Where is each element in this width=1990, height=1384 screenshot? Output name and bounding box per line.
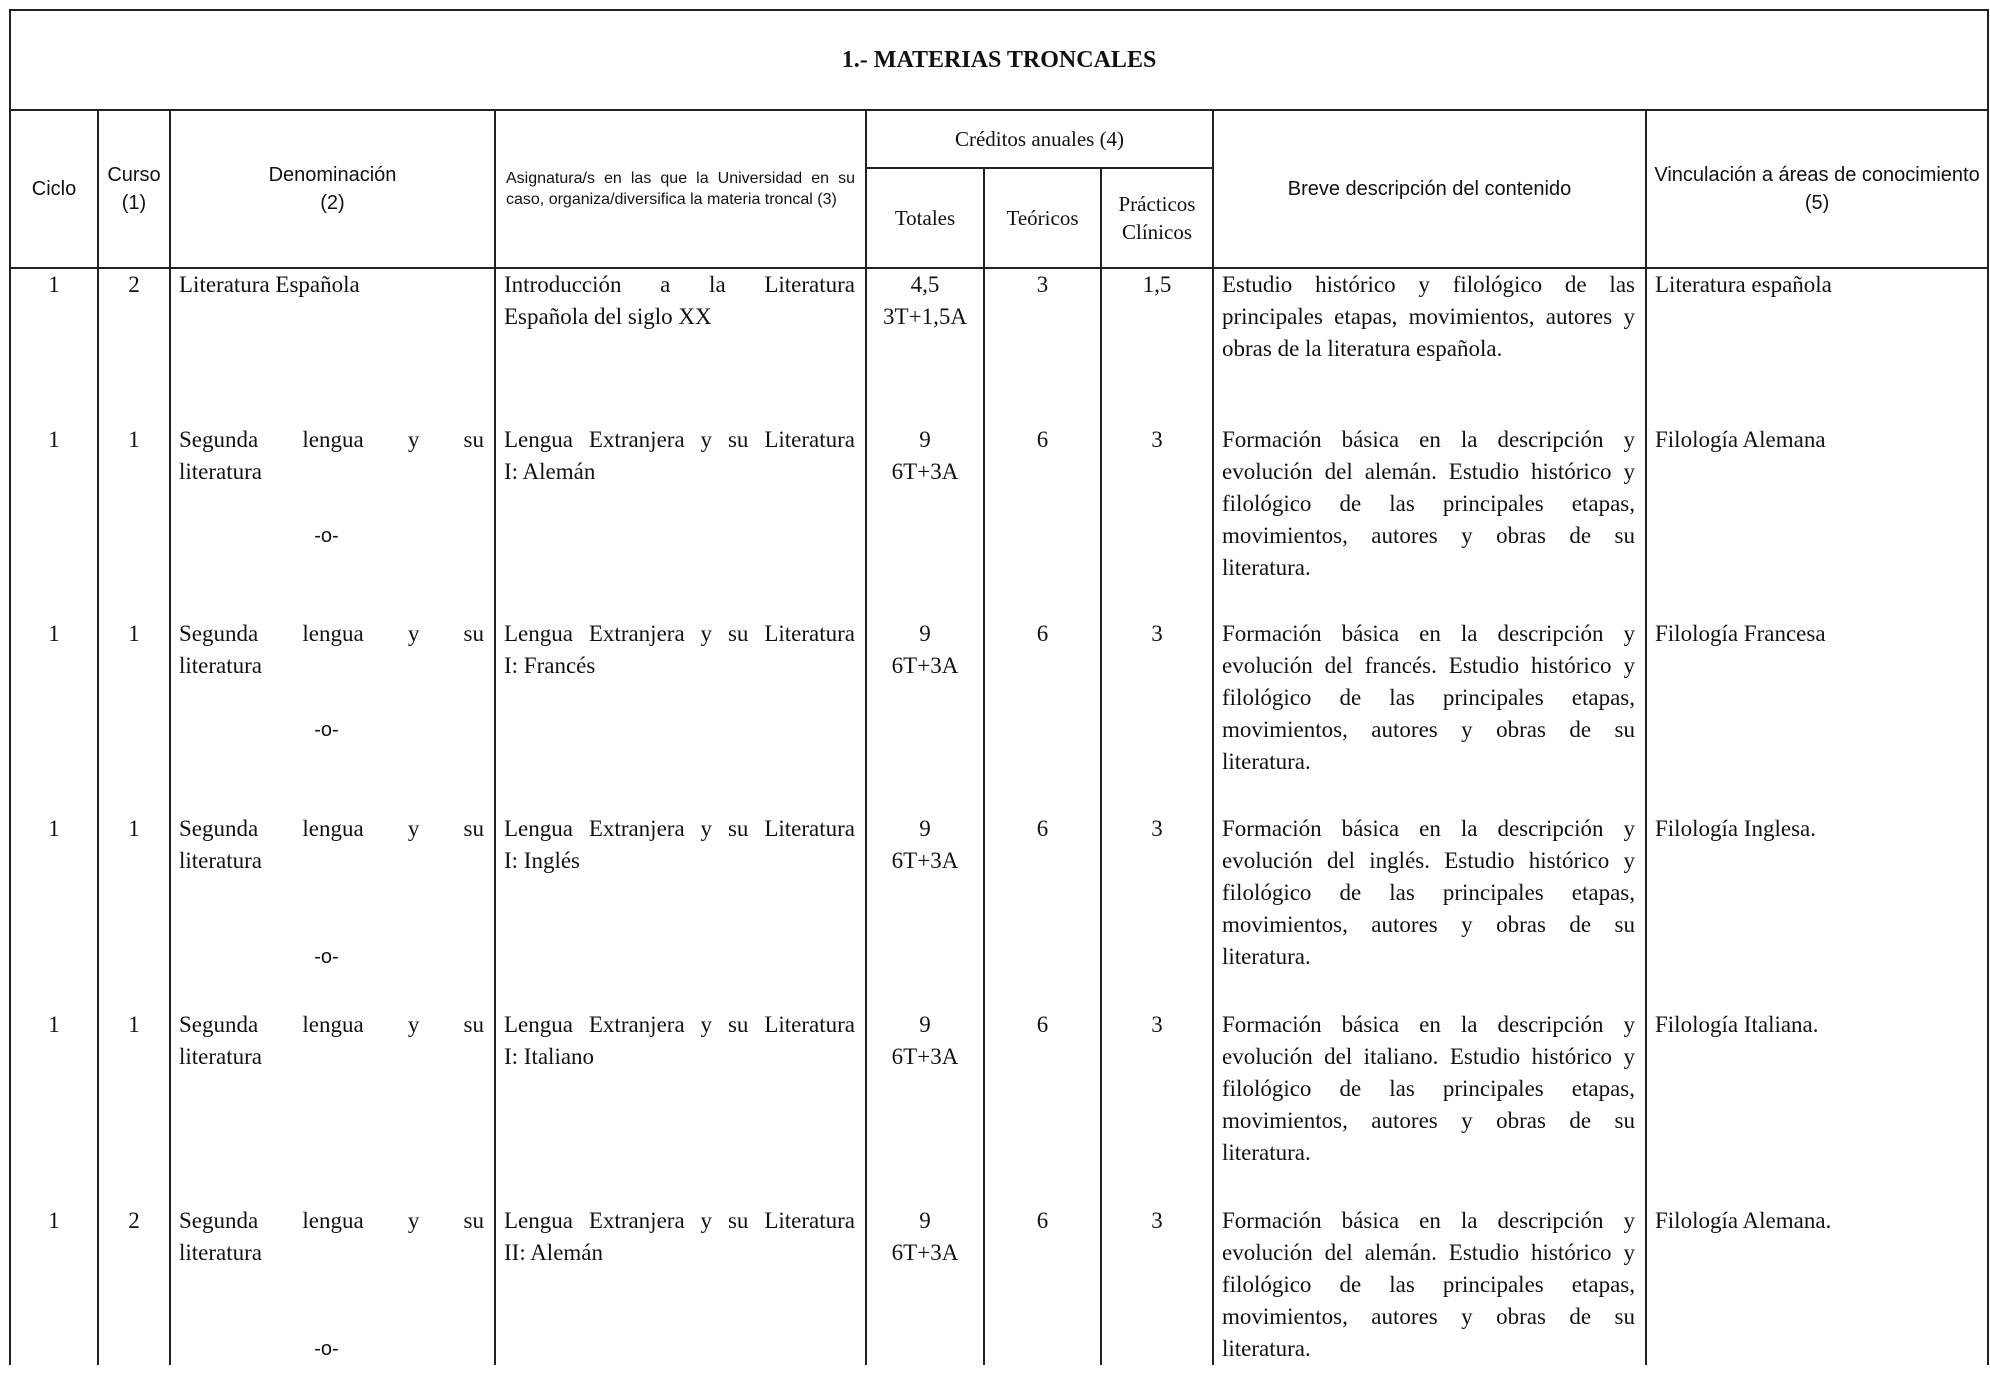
header-curso-note: (1) — [121, 192, 147, 214]
asignatura-line-2: Española del siglo XX — [504, 304, 712, 329]
totales-value: 9 — [919, 427, 931, 452]
totales-detail: 6T+3A — [891, 1044, 959, 1069]
cell-vinculacion: Filología Alemana. — [1646, 1205, 1988, 1365]
denominacion-separator: -o- — [314, 1338, 339, 1360]
totales-value: 9 — [919, 1208, 931, 1233]
table-row — [10, 813, 1988, 1009]
cell-curso: 1 — [98, 1009, 170, 1205]
totales-detail: 6T+3A — [891, 459, 959, 484]
denominacion-line-2: literatura — [179, 1044, 263, 1069]
table-row — [10, 1205, 1988, 1365]
cell-vinculacion: Literatura española — [1646, 268, 1988, 424]
asignatura-line-1: Lengua Extranjera y su Literatura — [504, 621, 855, 646]
cell-teoricos: 6 — [984, 618, 1101, 813]
header-denominacion-label: Denominación — [268, 164, 397, 186]
cell-curso: 1 — [98, 618, 170, 813]
header-teoricos: Teóricos — [984, 168, 1101, 268]
table-row — [10, 268, 1988, 424]
cell-vinculacion: Filología Alemana — [1646, 424, 1988, 618]
cell-totales — [866, 618, 984, 813]
cell-curso: 1 — [98, 813, 170, 1009]
cell-totales — [866, 424, 984, 618]
table-title: 1.- MATERIAS TRONCALES — [10, 10, 1988, 110]
header-creditos-anuales: Créditos anuales (4) — [866, 110, 1213, 168]
cell-totales — [866, 268, 984, 424]
asignatura-line-1: Lengua Extranjera y su Literatura — [504, 816, 855, 841]
header-totales: Totales — [866, 168, 984, 268]
asignatura-line-2: I: Italiano — [504, 1044, 595, 1069]
asignatura-line-1: Introducción a la Literatura — [504, 272, 855, 297]
cell-practicos: 3 — [1101, 813, 1213, 1009]
cell-totales — [866, 1205, 984, 1365]
table-row — [10, 1009, 1988, 1205]
cell-curso: 2 — [98, 1205, 170, 1365]
cell-asignatura — [495, 424, 866, 618]
header-ciclo: Ciclo — [10, 110, 98, 268]
header-curso — [98, 110, 170, 268]
cell-denominacion — [170, 268, 495, 424]
denominacion-line-1: Segunda lengua y su — [179, 621, 484, 646]
totales-detail: 6T+3A — [891, 653, 959, 678]
totales-detail: 6T+3A — [891, 848, 959, 873]
header-denominacion-note: (2) — [320, 192, 345, 214]
cell-totales — [866, 1009, 984, 1205]
cell-asignatura — [495, 813, 866, 1009]
asignatura-line-2: I: Alemán — [504, 459, 596, 484]
cell-practicos: 3 — [1101, 424, 1213, 618]
cell-practicos: 3 — [1101, 618, 1213, 813]
denominacion-separator: -o- — [314, 946, 339, 968]
cell-ciclo: 1 — [10, 618, 98, 813]
cell-descripcion: Formación básica en la descripción y evolución del alemán. Estudio histórico y filológico de las principales etapas, movimientos, autores y obras de su literatura. — [1213, 1205, 1646, 1365]
denominacion-line-2: literatura — [179, 459, 263, 484]
totales-value: 9 — [919, 816, 931, 841]
cell-asignatura — [495, 268, 866, 424]
cell-practicos: 3 — [1101, 1205, 1213, 1365]
cell-asignatura — [495, 1009, 866, 1205]
asignatura-line-2: I: Francés — [504, 653, 596, 678]
cell-teoricos: 6 — [984, 424, 1101, 618]
asignatura-line-1: Lengua Extranjera y su Literatura — [504, 1208, 855, 1233]
asignatura-line-1: Lengua Extranjera y su Literatura — [504, 427, 855, 452]
asignatura-line-2: II: Alemán — [504, 1240, 603, 1265]
header-curso-label: Curso — [107, 164, 161, 186]
cell-denominacion — [170, 1205, 495, 1365]
cell-descripcion: Formación básica en la descripción y evolución del inglés. Estudio histórico y filológico de las principales etapas, movimientos, autores y obras de su literatura. — [1213, 813, 1646, 1009]
totales-detail: 6T+3A — [891, 1240, 959, 1265]
cell-teoricos: 6 — [984, 1009, 1101, 1205]
cell-teoricos: 6 — [984, 813, 1101, 1009]
table-row — [10, 618, 1988, 813]
totales-value: 4,5 — [910, 272, 940, 297]
header-descripcion: Breve descripción del contenido — [1213, 110, 1646, 268]
header-asignatura: Asignatura/s en las que la Universidad en su caso, organiza/diversifica la materia troncal (3) — [495, 110, 866, 268]
denominacion-line-2: literatura — [179, 1240, 263, 1265]
cell-curso: 2 — [98, 268, 170, 424]
asignatura-line-1: Lengua Extranjera y su Literatura — [504, 1012, 855, 1037]
cell-asignatura — [495, 618, 866, 813]
denominacion-line-1: Segunda lengua y su — [179, 427, 484, 452]
cell-curso: 1 — [98, 424, 170, 618]
totales-detail: 3T+1,5A — [883, 304, 967, 329]
cell-denominacion — [170, 424, 495, 618]
denominacion-line-1: Segunda lengua y su — [179, 816, 484, 841]
cell-descripcion: Formación básica en la descripción y evolución del italiano. Estudio histórico y filológico de las principales etapas, movimientos, autores y obras de su literatura. — [1213, 1009, 1646, 1205]
cell-asignatura — [495, 1205, 866, 1365]
denominacion-line-2: literatura — [179, 848, 263, 873]
materias-troncales-table — [9, 9, 1989, 1365]
cell-practicos: 3 — [1101, 1009, 1213, 1205]
cell-practicos: 1,5 — [1101, 268, 1213, 424]
cell-ciclo: 1 — [10, 424, 98, 618]
denominacion-line-1: Segunda lengua y su — [179, 1012, 484, 1037]
cell-totales — [866, 813, 984, 1009]
cell-ciclo: 1 — [10, 813, 98, 1009]
asignatura-line-2: I: Inglés — [504, 848, 581, 873]
cell-ciclo: 1 — [10, 268, 98, 424]
cell-denominacion — [170, 618, 495, 813]
cell-descripcion: Formación básica en la descripción y evolución del francés. Estudio histórico y filológico de las principales etapas, movimientos, autores y obras de su literatura. — [1213, 618, 1646, 813]
header-practicos: Prácticos Clínicos — [1101, 168, 1213, 268]
cell-teoricos: 3 — [984, 268, 1101, 424]
cell-vinculacion: Filología Inglesa. — [1646, 813, 1988, 1009]
cell-vinculacion: Filología Francesa — [1646, 618, 1988, 813]
cell-vinculacion: Filología Italiana. — [1646, 1009, 1988, 1205]
denominacion-separator: -o- — [314, 525, 339, 547]
totales-value: 9 — [919, 621, 931, 646]
denominacion-separator: -o- — [314, 719, 339, 741]
denominacion-text: Literatura Española — [179, 272, 360, 297]
header-vinculacion: Vinculación a áreas de conocimiento (5) — [1646, 110, 1988, 268]
table-row — [10, 424, 1988, 618]
cell-descripcion: Estudio histórico y filológico de las principales etapas, movimientos, autores y obras de la literatura española. — [1213, 268, 1646, 424]
cell-denominacion — [170, 1009, 495, 1205]
totales-value: 9 — [919, 1012, 931, 1037]
denominacion-line-1: Segunda lengua y su — [179, 1208, 484, 1233]
cell-descripcion: Formación básica en la descripción y evolución del alemán. Estudio histórico y filológico de las principales etapas, movimientos, autores y obras de su literatura. — [1213, 424, 1646, 618]
denominacion-line-2: literatura — [179, 653, 263, 678]
cell-teoricos: 6 — [984, 1205, 1101, 1365]
cell-ciclo: 1 — [10, 1205, 98, 1365]
header-denominacion — [170, 110, 495, 268]
cell-ciclo: 1 — [10, 1009, 98, 1205]
cell-denominacion — [170, 813, 495, 1009]
